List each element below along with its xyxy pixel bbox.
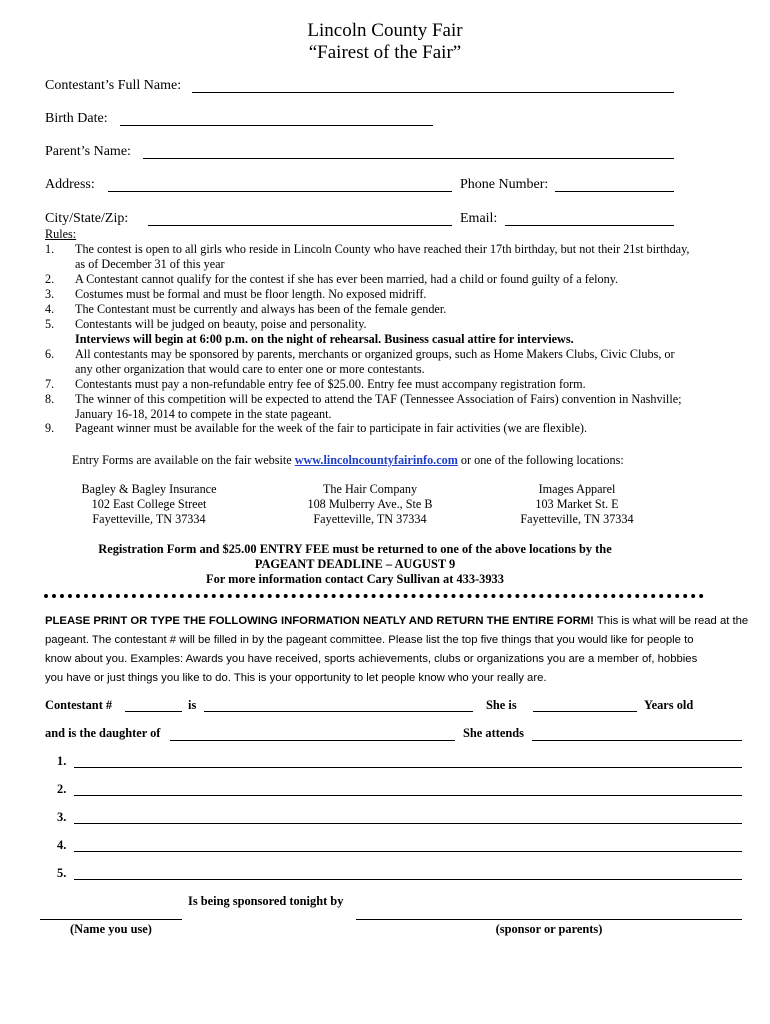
rule-item [45,287,695,302]
rule-number: 8. [45,392,55,406]
list-number: 2. [57,782,67,796]
location-bagley [39,482,259,527]
instructions-line-4: you have or just things you like to do. This is your opportunity to let people know who your really are. [45,672,547,684]
rule-text: The contest is open to all girls who reside in Lincoln County who have reached their 17th birthday, but not their 21st birthday, as of December 31 of this year [75,242,690,271]
rule-number: 6. [45,347,55,361]
email-field[interactable] [505,225,674,226]
she-is-label: She is [486,698,517,712]
rule-text: Contestants will be judged on beauty, poise and personality. [75,317,367,331]
rule-text: Pageant winner must be available for the week of the fair to participate in fair activities (we are flexible). [75,421,587,435]
rule-number: 7. [45,377,55,391]
sponsored-label: Is being sponsored tonight by [188,894,344,908]
birth-date-field[interactable] [120,125,433,126]
deadline-line-2: PAGEANT DEADLINE – AUGUST 9 [254,557,456,571]
parents-name-field[interactable] [143,158,674,159]
contact-line: For more information contact Cary Sullivan at 433-3933 [206,572,504,586]
sponsor-label: (sponsor or parents) [495,922,603,936]
dotted-divider [44,594,704,606]
is-label: is [188,698,197,712]
form-subtitle: “Fairest of the Fair” [308,42,462,63]
email-label: Email: [460,211,498,226]
rule-item [45,242,695,272]
rule-item [45,421,695,436]
location-images-apparel [467,482,687,527]
fair-website-link[interactable]: www.lincolncountyfairinfo.com [294,453,458,467]
rules-heading: Rules: [45,227,77,241]
contestant-number-field[interactable] [125,711,182,712]
rule-text: All contestants may be sponsored by parents, merchants or organized groups, such as Home Makers Clubs, Civic Clubs, or any other organization that would care to enter one or more contestants. [75,347,675,376]
rule-text: The winner of this competition will be expected to attend the TAF (Tennessee Association of Fairs) convention in Nashville; January 16-18, 2014 to compete in the state pageant. [75,392,682,421]
entry-forms-before: Entry Forms are available on the fair website [72,453,295,467]
location-city: Fayetteville, TN 37334 [313,512,427,526]
instructions-line-1: This is what will be read at the [593,615,749,627]
rule-text: Costumes must be formal and must be floor length. No exposed midriff. [75,287,427,301]
rule-number: 9. [45,421,55,435]
parents-name-label: Parent’s Name: [45,144,131,159]
list-number: 1. [57,754,67,768]
rule-text: The Contestant must be currently and always has been of the female gender. [75,302,447,316]
instructions-block [45,612,749,688]
instructions-line-2: pageant. The contestant # will be filled in by the pageant committee. Please list the top five things that you would like for people to [45,634,694,646]
location-city: Fayetteville, TN 37334 [520,512,634,526]
entry-forms-after: or one of the following locations: [457,453,624,467]
rule-item [45,377,695,392]
daughter-of-field[interactable] [170,740,455,741]
location-city: Fayetteville, TN 37334 [92,512,206,526]
location-name: Bagley & Bagley Insurance [81,482,217,496]
full-name-label: Contestant’s Full Name: [45,78,182,93]
daughter-of-label: and is the daughter of [45,726,161,740]
address-field[interactable] [108,191,452,192]
contestant-number-label: Contestant # [45,698,113,712]
location-street: 103 Market St. E [535,497,619,511]
age-field[interactable] [533,711,637,712]
rule-item [45,272,695,287]
school-field[interactable] [532,740,742,741]
location-name: Images Apparel [538,482,616,496]
city-state-zip-label: City/State/Zip: [45,211,129,226]
list-number: 5. [57,866,67,880]
rule-number: 3. [45,287,55,301]
interview-note: Interviews will begin at 6:00 p.m. on the night of rehearsal. Business casual attire for interviews. [75,332,574,346]
rule-text: A Contestant cannot qualify for the contest if she has ever been married, had a child or found guilty of a felony. [75,272,619,286]
about-item-4-field[interactable] [74,851,742,852]
address-label: Address: [45,177,95,192]
rule-item [45,302,695,317]
rule-number: 2. [45,272,55,286]
instructions-bold: PLEASE PRINT OR TYPE THE FOLLOWING INFORMATION NEATLY AND RETURN THE ENTIRE FORM! [45,615,594,627]
phone-label: Phone Number: [460,177,549,192]
about-item-5-field[interactable] [74,879,742,880]
rule-text: Contestants must pay a non-refundable entry fee of $25.00. Entry fee must accompany registration form. [75,377,586,391]
rule-item [45,392,695,422]
name-you-use-field[interactable] [40,919,182,920]
years-old-label: Years old [644,698,694,712]
location-street: 108 Mulberry Ave., Ste B [307,497,433,511]
location-name: The Hair Company [322,482,418,496]
rule-number: 4. [45,302,55,316]
rule-item [45,317,695,332]
full-name-field[interactable] [192,92,674,93]
deadline-line-1: Registration Form and $25.00 ENTRY FEE must be returned to one of the above locations by the [98,542,612,556]
list-number: 4. [57,838,67,852]
sponsor-field[interactable] [356,919,742,920]
about-item-2-field[interactable] [74,795,742,796]
rule-number: 5. [45,317,55,331]
city-state-zip-field[interactable] [148,225,452,226]
list-number: 3. [57,810,67,824]
phone-field[interactable] [555,191,674,192]
location-hair-company [260,482,480,527]
about-item-3-field[interactable] [74,823,742,824]
instructions-line-3: know about you. Examples: Awards you have received, sports achievements, clubs or organizations you are a member of, hobbies [45,653,698,665]
about-item-1-field[interactable] [74,767,742,768]
contestant-name-field[interactable] [204,711,473,712]
entry-forms-text [72,453,624,468]
form-title: Lincoln County Fair [307,20,463,41]
name-you-use-label: (Name you use) [70,922,152,936]
rule-item [45,347,695,377]
she-attends-label: She attends [463,726,524,740]
rule-number: 1. [45,242,55,256]
birth-date-label: Birth Date: [45,111,108,126]
rule-item [45,332,695,347]
location-street: 102 East College Street [91,497,207,511]
